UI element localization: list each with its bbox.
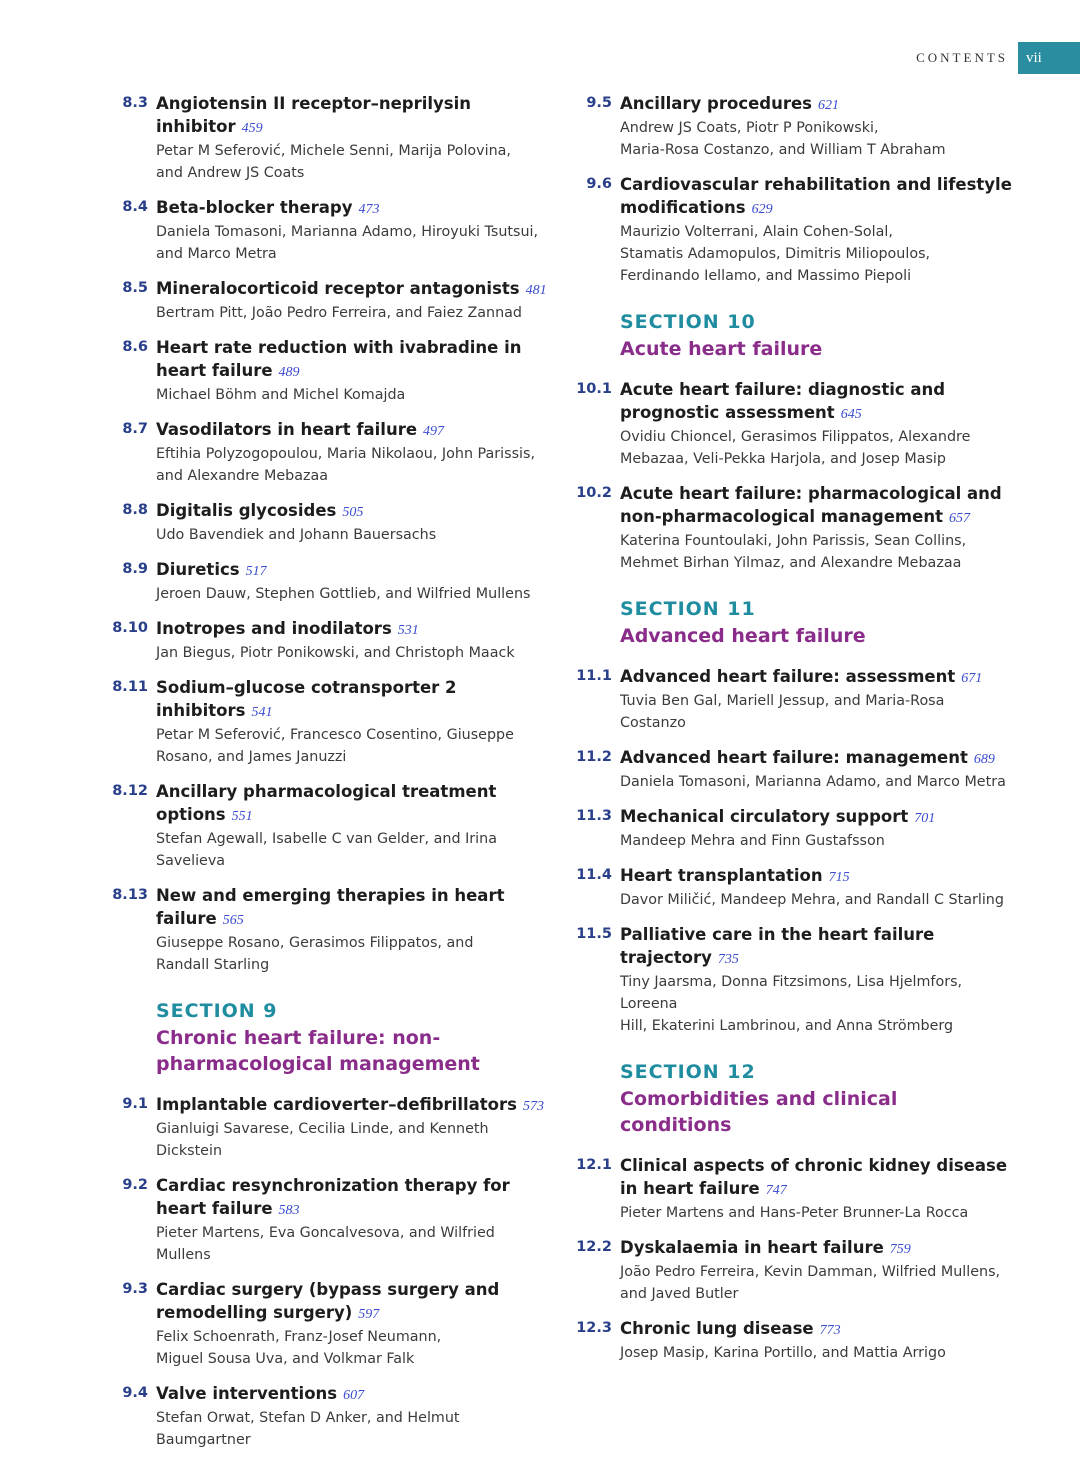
page-link[interactable]: 583 (278, 1203, 300, 1218)
chapter-authors: Jeroen Dauw, Stephen Gottlieb, and Wilfried Mullens (156, 586, 531, 602)
section-title: Comorbidities and clinical conditions (620, 1088, 898, 1136)
page-link[interactable]: 701 (914, 811, 936, 826)
toc-entry-body (156, 1382, 548, 1451)
toc-entry[interactable] (108, 196, 548, 265)
page-link[interactable]: 531 (397, 623, 419, 638)
chapter-title (620, 482, 1012, 530)
chapter-title-text: Digitalis glycosides (156, 501, 337, 520)
toc-entry[interactable] (108, 1093, 548, 1162)
chapter-title (620, 805, 1012, 830)
page-link[interactable]: 773 (819, 1323, 841, 1338)
page-link[interactable]: 671 (961, 671, 983, 686)
chapter-authors: Josep Masip, Karina Portillo, and Mattia Arrigo (620, 1345, 946, 1361)
chapter-number: 10.2 (576, 485, 612, 501)
chapter-title-text: Vasodilators in heart failure (156, 420, 418, 439)
page-number: vii (1018, 42, 1080, 74)
chapter-authors: Miguel Sousa Uva, and Volkmar Falk (156, 1351, 415, 1367)
toc-entry[interactable] (108, 336, 548, 406)
toc-entry[interactable] (108, 617, 548, 664)
chapter-title (156, 196, 548, 221)
chapter-number: 8.12 (112, 783, 148, 799)
chapter-title (620, 1154, 1012, 1202)
chapter-title (156, 418, 548, 443)
toc-entry-body (156, 558, 548, 605)
page-link[interactable]: 565 (222, 913, 244, 928)
running-header (916, 42, 1080, 74)
chapter-number: 12.1 (576, 1157, 612, 1173)
page-link[interactable]: 747 (765, 1183, 787, 1198)
chapter-title-text: Dyskalaemia in heart failure (620, 1238, 884, 1257)
chapter-title-text: Chronic lung disease (620, 1319, 814, 1338)
chapter-title (156, 499, 548, 524)
toc-entry[interactable] (572, 805, 1012, 852)
chapter-authors: Udo Bavendiek and Johann Bauersachs (156, 527, 437, 543)
toc-entry-body (156, 336, 548, 406)
page-link[interactable]: 541 (251, 705, 273, 720)
toc-entry-body (620, 864, 1012, 911)
toc-entry[interactable] (572, 482, 1012, 574)
toc-entry[interactable] (108, 780, 548, 872)
chapter-number: 11.1 (576, 668, 612, 684)
section-label: SECTION 10 (620, 311, 756, 333)
page-link[interactable]: 621 (818, 98, 839, 113)
chapter-title-text: Mechanical circulatory support (620, 807, 909, 826)
toc-entry[interactable] (572, 1317, 1012, 1364)
section-heading (620, 309, 1012, 362)
toc-entry-body (156, 884, 548, 976)
page-link[interactable]: 489 (278, 365, 300, 380)
toc-entry-body (620, 1317, 1012, 1364)
toc-entry[interactable] (572, 1236, 1012, 1305)
chapter-authors: Ferdinando Iellamo, and Massimo Piepoli (620, 268, 912, 284)
toc-entry-body (156, 676, 548, 768)
chapter-authors: Davor Miličić, Mandeep Mehra, and Randall C Starling (620, 892, 1004, 908)
chapter-number: 9.3 (122, 1281, 148, 1297)
chapter-title (620, 92, 1012, 117)
toc-entry[interactable] (572, 378, 1012, 470)
page-link[interactable]: 735 (717, 952, 739, 967)
toc-entry-body (620, 1154, 1012, 1224)
chapter-title (156, 617, 548, 642)
chapter-title (620, 1236, 1012, 1261)
page-link[interactable]: 715 (828, 870, 850, 885)
chapter-number: 8.4 (122, 199, 148, 215)
toc-entry[interactable] (572, 746, 1012, 793)
chapter-title-text: Clinical aspects of chronic kidney disease in heart failure (620, 1156, 1008, 1198)
page-link[interactable]: 759 (889, 1242, 911, 1257)
toc-entry-body (156, 1093, 548, 1162)
chapter-title-text: Valve interventions (156, 1384, 338, 1403)
chapter-title-text: Cardiovascular rehabilitation and lifestyle modifications (620, 175, 1012, 217)
chapter-authors: Gianluigi Savarese, Cecilia Linde, and Kenneth Dickstein (156, 1121, 489, 1159)
toc-entry[interactable] (572, 173, 1012, 287)
chapter-authors: Hill, Ekaterini Lambrinou, and Anna Strömberg (620, 1018, 954, 1034)
chapter-title (620, 864, 1012, 889)
chapter-number: 9.1 (122, 1096, 148, 1112)
page-link[interactable]: 657 (948, 511, 970, 526)
toc-entry[interactable] (108, 1382, 548, 1451)
chapter-authors: Giuseppe Rosano, Gerasimos Filippatos, and (156, 935, 474, 951)
chapter-number: 12.3 (576, 1320, 612, 1336)
chapter-title-text: Ancillary pharmacological treatment options (156, 782, 497, 824)
chapter-authors: and Marco Metra (156, 246, 277, 262)
chapter-number: 8.10 (112, 620, 148, 636)
toc-entry-body (620, 92, 1012, 161)
chapter-authors: and Andrew JS Coats (156, 165, 305, 181)
toc-entry-body (156, 1174, 548, 1266)
page-link[interactable]: 597 (358, 1307, 380, 1322)
chapter-number: 9.5 (586, 95, 612, 111)
chapter-authors: Daniela Tomasoni, Marianna Adamo, Hiroyuki Tsutsui, (156, 224, 539, 240)
chapter-number: 11.4 (576, 867, 612, 883)
chapter-number: 8.8 (122, 502, 148, 518)
running-header-label: CONTENTS (916, 50, 1008, 65)
toc-entry-body (620, 378, 1012, 470)
toc-entry[interactable] (572, 92, 1012, 161)
section-heading (620, 596, 1012, 649)
toc-entry-body (620, 805, 1012, 852)
toc-entry-body (620, 665, 1012, 734)
toc-entry[interactable] (572, 864, 1012, 911)
chapter-number: 8.13 (112, 887, 148, 903)
chapter-title (620, 923, 1012, 971)
page-link[interactable]: 505 (342, 505, 364, 520)
section-heading (156, 998, 548, 1077)
chapter-authors: Pieter Martens and Hans-Peter Brunner-La Rocca (620, 1205, 969, 1221)
section-title: Advanced heart failure (620, 625, 866, 647)
toc-entry[interactable] (108, 277, 548, 324)
toc-entry[interactable] (108, 1278, 548, 1370)
chapter-authors: Ovidiu Chioncel, Gerasimos Filippatos, Alexandre (620, 429, 971, 445)
toc-entry-body (156, 418, 548, 487)
chapter-title-text: Acute heart failure: diagnostic and prognostic assessment (620, 380, 946, 422)
page-link[interactable]: 607 (343, 1388, 365, 1403)
page-link[interactable]: 459 (241, 121, 263, 136)
chapter-title (156, 884, 548, 932)
chapter-number: 8.7 (122, 421, 148, 437)
toc-entry-body (156, 92, 548, 184)
chapter-authors: Maria-Rosa Costanzo, and William T Abraham (620, 142, 946, 158)
chapter-authors: João Pedro Ferreira, Kevin Damman, Wilfried Mullens, (620, 1264, 1001, 1280)
chapter-title-text: Implantable cardioverter–defibrillators (156, 1095, 517, 1114)
chapter-title-text: Advanced heart failure: management (620, 748, 968, 767)
chapter-authors: Andrew JS Coats, Piotr P Ponikowski, (620, 120, 879, 136)
chapter-title-text: Diuretics (156, 560, 240, 579)
toc-entry-body (620, 746, 1012, 793)
chapter-title (156, 336, 548, 384)
chapter-title (620, 1317, 1012, 1342)
chapter-title (156, 92, 548, 140)
toc-entry[interactable] (108, 884, 548, 976)
chapter-authors: Stamatis Adamopulos, Dimitris Miliopoulos, (620, 246, 931, 262)
toc-entry-body (620, 1236, 1012, 1305)
toc-entry-body (156, 1278, 548, 1370)
page-link[interactable]: 481 (525, 283, 547, 298)
chapter-number: 9.2 (122, 1177, 148, 1193)
chapter-number: 11.2 (576, 749, 612, 765)
section-title: Chronic heart failure: non-pharmacological management (156, 1027, 480, 1075)
chapter-title (156, 1093, 548, 1118)
chapter-authors: Petar M Seferović, Michele Senni, Marija Polovina, (156, 143, 511, 159)
chapter-title-text: Beta-blocker therapy (156, 198, 353, 217)
toc-entry[interactable] (572, 665, 1012, 734)
chapter-number: 8.11 (112, 679, 148, 695)
toc-entry-body (156, 196, 548, 265)
toc-entry-body (620, 173, 1012, 287)
toc-entry[interactable] (108, 558, 548, 605)
chapter-authors: Maurizio Volterrani, Alain Cohen-Solal, (620, 224, 893, 240)
chapter-number: 9.4 (122, 1385, 148, 1401)
chapter-authors: Stefan Orwat, Stefan D Anker, and Helmut Baumgartner (156, 1410, 460, 1448)
chapter-title-text: Cardiac resynchronization therapy for heart failure (156, 1176, 510, 1218)
toc-entry-body (156, 780, 548, 872)
chapter-title-text: Angiotensin II receptor–neprilysin inhibitor (156, 94, 472, 136)
chapter-title-text: Ancillary procedures (620, 94, 812, 113)
chapter-authors: Petar M Seferović, Francesco Cosentino, Giuseppe (156, 727, 514, 743)
chapter-number: 12.2 (576, 1239, 612, 1255)
chapter-authors: Randall Starling (156, 957, 270, 973)
section-label: SECTION 12 (620, 1061, 756, 1083)
chapter-number: 9.6 (586, 176, 612, 192)
page-link[interactable]: 573 (522, 1099, 544, 1114)
chapter-title (156, 1174, 548, 1222)
toc-entry-body (620, 482, 1012, 574)
chapter-authors: Jan Biegus, Piotr Ponikowski, and Christoph Maack (156, 645, 515, 661)
toc-entry-body (620, 923, 1012, 1037)
chapter-title (156, 676, 548, 724)
chapter-authors: Stefan Agewall, Isabelle C van Gelder, and Irina Savelieva (156, 831, 497, 869)
toc-entry-body (156, 277, 548, 324)
chapter-number: 8.6 (122, 339, 148, 355)
chapter-authors: and Javed Butler (620, 1286, 739, 1302)
chapter-title (620, 378, 1012, 426)
chapter-authors: Mehmet Birhan Yilmaz, and Alexandre Mebazaa (620, 555, 962, 571)
toc-entry[interactable] (108, 1174, 548, 1266)
chapter-authors: Daniela Tomasoni, Marianna Adamo, and Marco Metra (620, 774, 1006, 790)
chapter-authors: Tuvia Ben Gal, Mariell Jessup, and Maria-Rosa Costanzo (620, 693, 945, 731)
chapter-number: 10.1 (576, 381, 612, 397)
chapter-title (156, 780, 548, 828)
chapter-title-text: Mineralocorticoid receptor antagonists (156, 279, 520, 298)
chapter-title (156, 558, 548, 583)
section-label: SECTION 11 (620, 598, 756, 620)
chapter-title-text: Advanced heart failure: assessment (620, 667, 956, 686)
toc-entry[interactable] (108, 92, 548, 184)
toc-column-right (572, 92, 1012, 1376)
section-heading (620, 1059, 1012, 1138)
page-link[interactable]: 645 (840, 407, 862, 422)
chapter-title (156, 1278, 548, 1326)
chapter-title-text: Acute heart failure: pharmacological and non-pharmacological management (620, 484, 1002, 526)
chapter-title-text: Palliative care in the heart failure trajectory (620, 925, 935, 967)
page-link[interactable]: 473 (358, 202, 380, 217)
chapter-number: 8.5 (122, 280, 148, 296)
page-link[interactable]: 497 (423, 424, 445, 439)
chapter-number: 8.9 (122, 561, 148, 577)
chapter-title-text: Heart transplantation (620, 866, 823, 885)
chapter-authors: Eftihia Polyzogopoulou, Maria Nikolaou, John Parissis, (156, 446, 535, 462)
chapter-title-text: Cardiac surgery (bypass surgery and remodelling surgery) (156, 1280, 500, 1322)
chapter-title (620, 173, 1012, 221)
section-title: Acute heart failure (620, 338, 823, 360)
chapter-authors: Mebazaa, Veli-Pekka Harjola, and Josep Masip (620, 451, 946, 467)
page-link[interactable]: 517 (245, 564, 267, 579)
chapter-number: 11.5 (576, 926, 612, 942)
chapter-title-text: Heart rate reduction with ivabradine in heart failure (156, 338, 522, 380)
chapter-authors: Bertram Pitt, João Pedro Ferreira, and Faiez Zannad (156, 305, 523, 321)
section-label: SECTION 9 (156, 1000, 278, 1022)
toc-entry[interactable] (108, 676, 548, 768)
chapter-title (156, 1382, 548, 1407)
chapter-title (620, 665, 1012, 690)
chapter-title (156, 277, 548, 302)
chapter-number: 8.3 (122, 95, 148, 111)
chapter-title-text: Sodium–glucose cotransporter 2 inhibitors (156, 678, 457, 720)
chapter-authors: Katerina Fountoulaki, John Parissis, Sean Collins, (620, 533, 967, 549)
chapter-title-text: New and emerging therapies in heart failure (156, 886, 505, 928)
page-link[interactable]: 551 (231, 809, 253, 824)
chapter-authors: Michael Böhm and Michel Komajda (156, 387, 406, 403)
toc-column-left (108, 92, 548, 1463)
toc-entry-body (156, 499, 548, 546)
toc-entry[interactable] (572, 923, 1012, 1037)
toc-entry[interactable] (108, 499, 548, 546)
chapter-authors: Tiny Jaarsma, Donna Fitzsimons, Lisa Hjelmfors, Loreena (620, 974, 963, 1012)
chapter-authors: Felix Schoenrath, Franz-Josef Neumann, (156, 1329, 442, 1345)
chapter-authors: and Alexandre Mebazaa (156, 468, 328, 484)
chapter-authors: Rosano, and James Januzzi (156, 749, 347, 765)
page-link[interactable]: 629 (751, 202, 773, 217)
chapter-authors: Mandeep Mehra and Finn Gustafsson (620, 833, 885, 849)
chapter-title (620, 746, 1012, 771)
toc-entry-body (156, 617, 548, 664)
page-link[interactable]: 689 (973, 752, 995, 767)
chapter-number: 11.3 (576, 808, 612, 824)
toc-entry[interactable] (108, 418, 548, 487)
toc-entry[interactable] (572, 1154, 1012, 1224)
chapter-authors: Pieter Martens, Eva Goncalvesova, and Wilfried Mullens (156, 1225, 495, 1263)
chapter-title-text: Inotropes and inodilators (156, 619, 392, 638)
